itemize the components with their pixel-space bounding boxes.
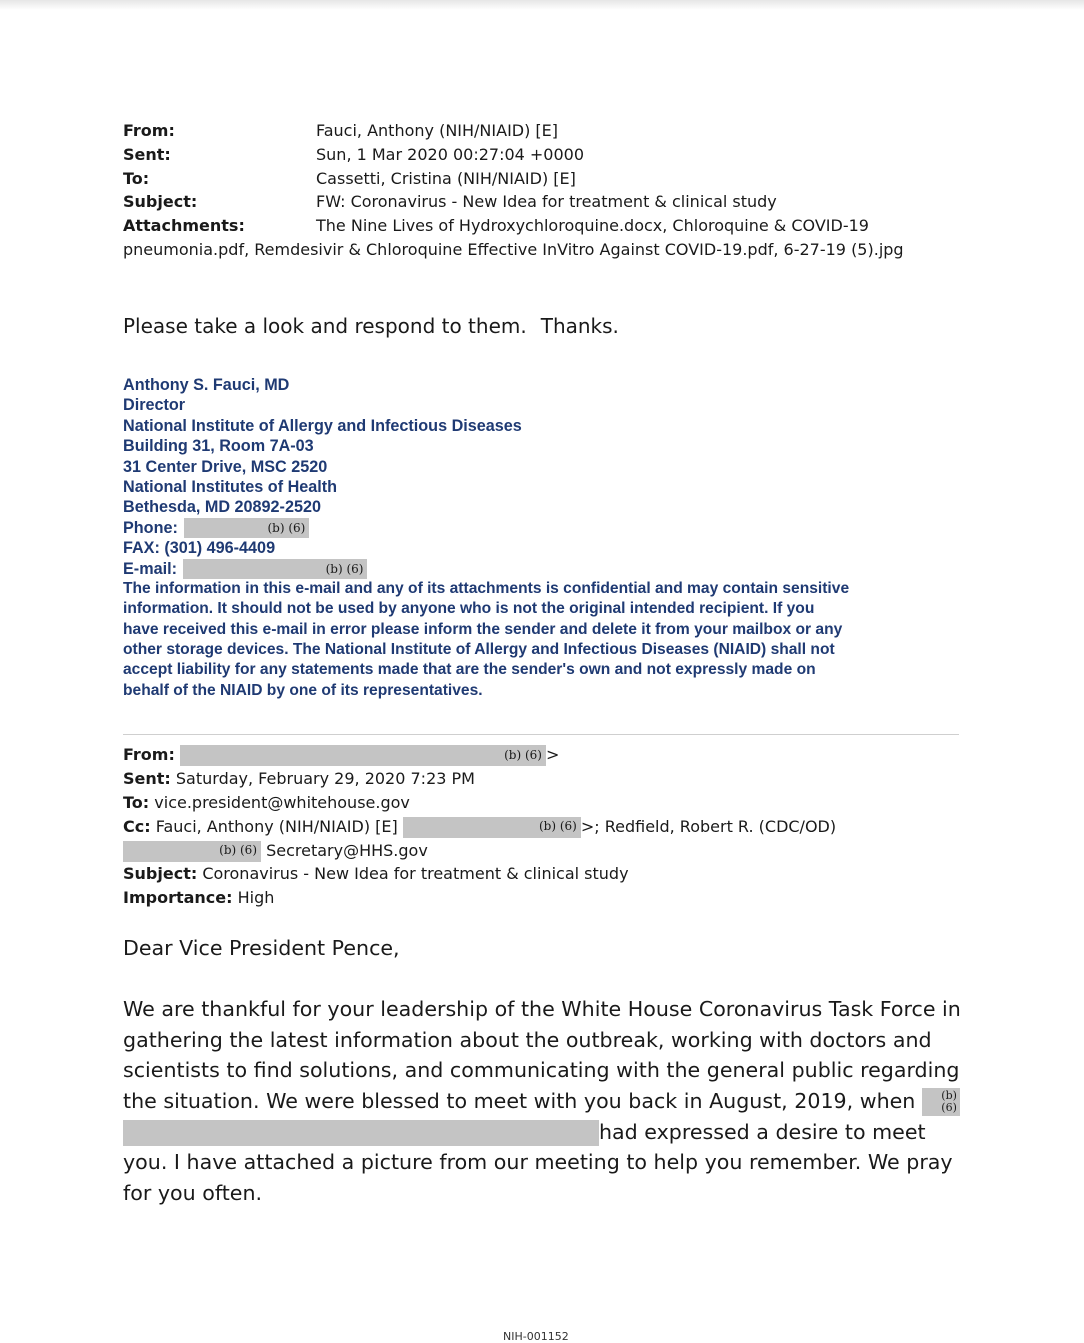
letter-line-text: had expressed a desire to meet	[599, 1119, 926, 1144]
fwd-subject-row	[123, 862, 836, 886]
attachments-label: Attachments:	[123, 216, 245, 236]
fwd-cc-value-2: >; Redfield, Robert R. (CDC/OD)	[580, 816, 837, 836]
fwd-sent-label: Sent:	[123, 768, 171, 788]
redaction-code: (b) (6)	[219, 843, 257, 858]
signature-email	[123, 559, 963, 579]
disclaimer-line: have received this e-mail in error please inform the sender and delete it from your mailbox or any	[123, 620, 843, 638]
fwd-sent-value: Saturday, February 29, 2020 7:23 PM	[170, 768, 475, 788]
fwd-cc-label: Cc:	[123, 816, 151, 836]
phone-label: Phone:	[123, 518, 178, 537]
fwd-to-label: To:	[123, 792, 150, 812]
letter-salutation: Dear Vice President Pence,	[123, 936, 400, 960]
letter-line: you. I have attached a picture from our meeting to help you remember. We pray	[123, 1150, 953, 1175]
redaction-code-6: (6)	[941, 1100, 957, 1114]
fwd-cc-row-2	[123, 839, 836, 863]
signature-title: Director	[123, 396, 186, 415]
redaction-code: (b) (6)	[267, 521, 306, 536]
redaction-code: (b) (6)	[538, 819, 577, 834]
forwarded-header	[123, 743, 836, 910]
message-thanks: Thanks.	[540, 314, 619, 338]
signature-city: Bethesda, MD 20892-2520	[123, 498, 321, 517]
redaction-box	[123, 841, 261, 862]
fwd-to-value: vice.president@whitehouse.gov	[149, 792, 410, 812]
fwd-importance-row	[123, 886, 836, 910]
attachments-value-continued: pneumonia.pdf, Remdesivir & Chloroquine Effective InVitro Against COVID-19.pdf, 6-27-19 (5).jpg	[123, 239, 904, 259]
letter-line: for you often.	[123, 1180, 263, 1205]
to-value: Cassetti, Cristina (NIH/NIAID) [E]	[316, 168, 576, 188]
subject-value: FW: Coronavirus - New Idea for treatment & clinical study	[316, 192, 777, 212]
letter-line-text: the situation. We were blessed to meet with you back in August, 2019, when	[123, 1088, 922, 1113]
signature-phone	[123, 518, 963, 538]
letter-body	[123, 933, 961, 1208]
fwd-cc-row	[123, 815, 836, 839]
disclaimer-line: other storage devices. The National Institute of Allergy and Infectious Diseases (NIAID) shall not	[123, 641, 835, 659]
redaction-code: (b) (6)	[325, 562, 364, 577]
signature-fax: FAX: (301) 496-4409	[123, 539, 276, 558]
sent-label: Sent:	[123, 144, 171, 164]
from-label: From:	[123, 121, 175, 140]
disclaimer-line: information. It should not be used by anyone who is not the original intended recipient. If you	[123, 600, 815, 618]
fwd-subject-label: Subject:	[123, 864, 198, 884]
confidentiality-disclaimer	[123, 579, 963, 701]
fwd-from-suffix: >	[545, 745, 560, 764]
signature-block	[123, 375, 963, 701]
letter-line: scientists to find solutions, and communicating with the general public regarding	[123, 1058, 960, 1083]
page-top-edge	[0, 0, 1084, 10]
letter-line	[123, 1086, 961, 1117]
signature-name: Anthony S. Fauci, MD	[123, 376, 290, 394]
fwd-from-label: From:	[123, 745, 175, 764]
redaction-code-b: (b)	[941, 1088, 957, 1102]
fwd-cc-value: Fauci, Anthony (NIH/NIAID) [E]	[150, 816, 398, 836]
to-label: To:	[123, 168, 150, 188]
bates-number: NIH-001152	[503, 1330, 569, 1343]
redaction-box	[123, 1120, 599, 1146]
redaction-code	[941, 1090, 957, 1114]
fwd-sent-row	[123, 767, 836, 791]
message-text: Please take a look and respond to them.	[123, 314, 527, 338]
email-label: E-mail:	[123, 559, 177, 578]
subject-label: Subject:	[123, 192, 198, 212]
redaction-box	[184, 518, 309, 538]
from-value: Fauci, Anthony (NIH/NIAID) [E]	[316, 121, 559, 140]
letter-line: We are thankful for your leadership of the White House Coronavirus Task Force in	[123, 997, 961, 1022]
letter-line	[123, 1117, 961, 1148]
disclaimer-line: accept liability for any statements made that are the sender's own and not expressly made on	[123, 661, 816, 679]
redaction-box	[180, 745, 546, 766]
fwd-subject-value: Coronavirus - New Idea for treatment & clinical study	[197, 864, 629, 884]
redaction-box	[922, 1088, 960, 1116]
signature-street: 31 Center Drive, MSC 2520	[123, 457, 328, 476]
fwd-from-row	[123, 743, 836, 767]
signature-org: National Institute of Allergy and Infectious Diseases	[123, 416, 522, 435]
message-divider	[123, 734, 959, 735]
fwd-to-row	[123, 791, 836, 815]
signature-nih: National Institutes of Health	[123, 477, 338, 496]
disclaimer-line: The information in this e-mail and any of its attachments is confidential and may contain sensitive	[123, 579, 850, 597]
fwd-importance-value: High	[232, 888, 275, 908]
sent-value: Sun, 1 Mar 2020 00:27:04 +0000	[316, 144, 585, 164]
disclaimer-line: behalf of the NIAID by one of its representatives.	[123, 681, 483, 699]
redaction-box	[403, 817, 581, 838]
attachments-value: The Nine Lives of Hydroxychloroquine.docx, Chloroquine & COVID-19	[316, 216, 869, 236]
fwd-cc-value-3: Secretary@HHS.gov	[261, 840, 428, 860]
forward-message	[123, 314, 619, 338]
signature-building: Building 31, Room 7A-03	[123, 437, 314, 456]
fwd-importance-label: Importance:	[123, 888, 233, 908]
letter-line: gathering the latest information about the outbreak, working with doctors and	[123, 1027, 932, 1052]
redaction-box	[183, 559, 367, 579]
letter-spacer	[123, 964, 961, 995]
redaction-code: (b) (6)	[504, 747, 542, 762]
